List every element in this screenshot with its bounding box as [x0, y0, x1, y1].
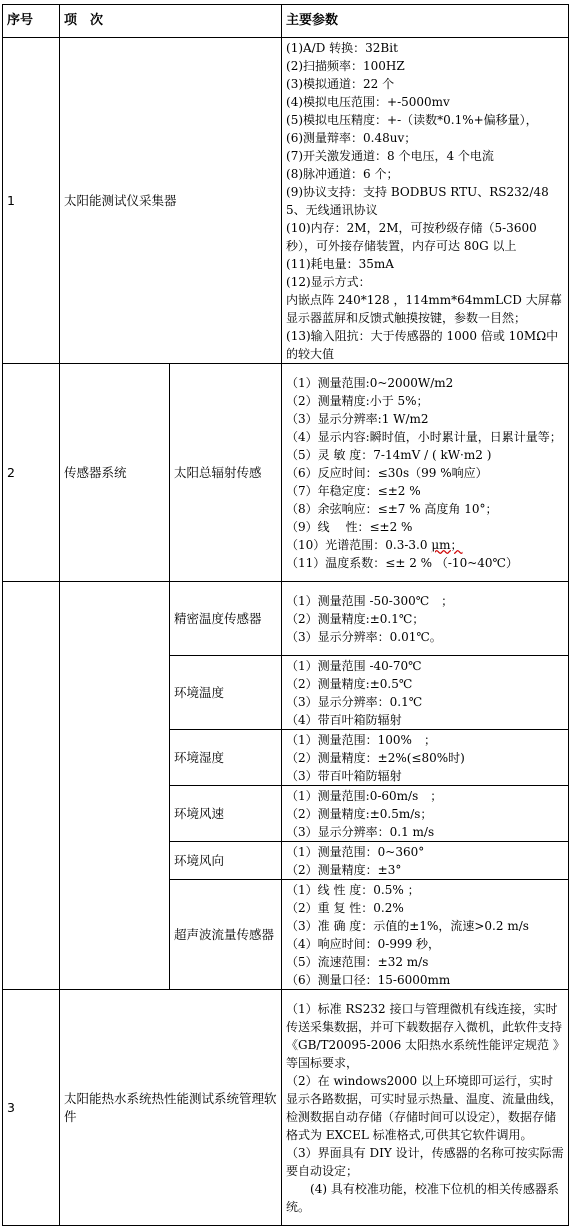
row-item-empty — [60, 582, 170, 990]
param-line: (2)扫描频率：100HZ — [286, 58, 405, 73]
param-line: （3）显示分辨率：0.01℃。 — [286, 629, 442, 644]
row-item: 传感器系统 — [60, 364, 170, 582]
param-line: (6)测量辩率：0.48uv； — [286, 130, 417, 145]
header-row — [3, 5, 569, 38]
param-line: （2）测量精度:±0.1℃； — [286, 611, 425, 626]
sensor-params — [282, 880, 569, 990]
row-index-empty — [3, 582, 60, 990]
param-line: （7）年稳定度：≤±2 % — [286, 483, 421, 498]
param-line: （2）测量精度：±2%(≤80%时) — [286, 750, 465, 765]
param-line: (9)协议支持：支持 BODBUS RTU、RS232/485、无线通讯协议 — [286, 184, 549, 217]
param-line: (11)耗电量：35mA — [286, 256, 394, 271]
sensor-name: 环境风向 — [170, 842, 282, 880]
sensor-params — [282, 656, 569, 730]
param-line: （2）测量精度:±0.5m/s； — [286, 806, 433, 821]
spec-table — [2, 4, 569, 1226]
param-line: （1）测量范围:0-60m/s ； — [286, 788, 443, 803]
param-line: (5)模拟电压精度：+-（读数*0.1%+偏移量）， — [286, 112, 538, 127]
row-params — [282, 364, 569, 582]
param-line: （4）带百叶箱防辐射 — [286, 712, 402, 727]
param-line: （2）测量精度:小于 5%； — [286, 393, 429, 408]
table-row — [3, 582, 569, 656]
param-line: (12)显示方式： — [286, 274, 371, 289]
param-line: (8)脉冲通道：6 个； — [286, 166, 399, 181]
param-line: （1）测量范围：0~360° — [286, 844, 425, 859]
param-line: （3）带百叶箱防辐射 — [286, 768, 402, 783]
param-line: （3）界面具有 DIY 设计，传感器的名称可按实际需要自动设定； — [286, 1145, 564, 1178]
sensor-params — [282, 842, 569, 880]
micron-unit: μm； — [431, 537, 463, 552]
sensor-params — [282, 582, 569, 656]
table-row — [3, 38, 569, 364]
param-line: （3）准 确 度：示值的±1%，流速>0.2 m/s — [286, 918, 529, 933]
param-line: （4）显示内容:瞬时值，小时累计量，日累计量等； — [286, 429, 562, 444]
param-line: （3）显示分辨率：0.1℃ — [286, 694, 423, 709]
param-line: （6）测量口径：15-6000mm — [286, 972, 451, 987]
param-line: （2）测量精度:±0.5℃ — [286, 676, 413, 691]
param-line: （4）响应时间：0-999 秒， — [286, 936, 441, 951]
param-text: （10）光谱范围：0.3-3.0 — [286, 537, 432, 552]
row-index: 1 — [3, 38, 60, 364]
header-index: 序号 — [3, 5, 60, 38]
param-line: （2）重 复 性：0.2% — [286, 900, 404, 915]
header-item: 项 次 — [60, 5, 282, 38]
param-line: (7)开关激发通道：8 个电压，4 个电流 — [286, 148, 494, 163]
row-params — [282, 990, 569, 1226]
param-line: （8）余弦响应：≤±7 % 高度角 10°； — [286, 501, 498, 516]
header-params: 主要参数 — [282, 5, 569, 38]
param-line: （1）标准 RS232 接口与管理微机有线连接，实时传送采集数据，并可下载数据存入微机，此软件支持《GB/T20095-2006 太阳热水系统性能评定规范 》等国标要求， — [286, 1001, 563, 1070]
param-line: （1）测量范围：100% ； — [286, 732, 436, 747]
table-row — [3, 364, 569, 582]
table-row — [3, 990, 569, 1226]
row-subitem: 太阳总辐射传感 — [170, 364, 282, 582]
sensor-name: 环境湿度 — [170, 730, 282, 786]
param-line: （5）灵 敏 度：7-14mV / ( kW·m2 ) — [286, 447, 492, 462]
row-index: 3 — [3, 990, 60, 1226]
param-line: 内嵌点阵 240*128 ，114mm*64mmLCD 大屏幕显示器蓝屏和反馈式触摸按键，参数一目然； — [286, 292, 562, 325]
row-item: 太阳能热水系统热性能测试系统管理软件 — [60, 990, 282, 1226]
row-params — [282, 38, 569, 364]
param-line: (3)模拟通道：22 个 — [286, 76, 395, 91]
param-line: （3）显示分辨率：0.1 m/s — [286, 824, 435, 839]
param-line: （11）温度系数：≤± 2 % （-10~40℃） — [286, 555, 518, 570]
sensor-name: 精密温度传感器 — [170, 582, 282, 656]
param-line: （1）测量范围 -50-300℃ ； — [286, 593, 454, 608]
sensor-params — [282, 730, 569, 786]
param-line: （6）反应时间：≤30s（99 %响应） — [286, 465, 488, 480]
param-line: （3）显示分辨率:1 W/m2 — [286, 411, 429, 426]
param-line: (4)模拟电压范围：+-5000mv — [286, 94, 450, 109]
param-line: （9）线 性：≤±2 % — [286, 519, 413, 534]
param-line: (4) 具有校准功能，校准下位机的相关传感器系统。 — [286, 1181, 559, 1214]
param-line: （1）测量范围:0~2000W/m2 — [286, 375, 454, 390]
param-line: (1)A/D 转换：32Bit — [286, 40, 398, 55]
sensor-name: 环境温度 — [170, 656, 282, 730]
param-line: (10)内存：2M，2M，可按秒级存储（5-3600 秒），可外接存储装置，内存可达 80G 以上 — [286, 220, 537, 253]
sensor-name: 超声波流量传感器 — [170, 880, 282, 990]
sensor-params — [282, 786, 569, 842]
param-line: （2）在 windows2000 以上环境即可运行，实时显示各路数据，可实时显示热量、温度、流量曲线，检测数据自动存储（存储时间可以设定），数据存储格式为 EXCEL 标准格式,可供其它软件调用。 — [286, 1073, 563, 1142]
param-line: （1）线 性 度：0.5% ； — [286, 882, 420, 897]
row-item: 太阳能测试仪采集器 — [60, 38, 282, 364]
row-index: 2 — [3, 364, 60, 582]
param-line: （2）测量精度：±3° — [286, 862, 402, 877]
param-line: （1）测量范围 -40-70℃ — [286, 658, 422, 673]
sensor-name: 环境风速 — [170, 786, 282, 842]
param-line: （5）流速范围：±32 m/s — [286, 954, 429, 969]
param-line — [286, 536, 564, 554]
param-line: (13)输入阻抗：大于传感器的 1000 倍或 10MΩ中的较大值 — [286, 328, 559, 361]
